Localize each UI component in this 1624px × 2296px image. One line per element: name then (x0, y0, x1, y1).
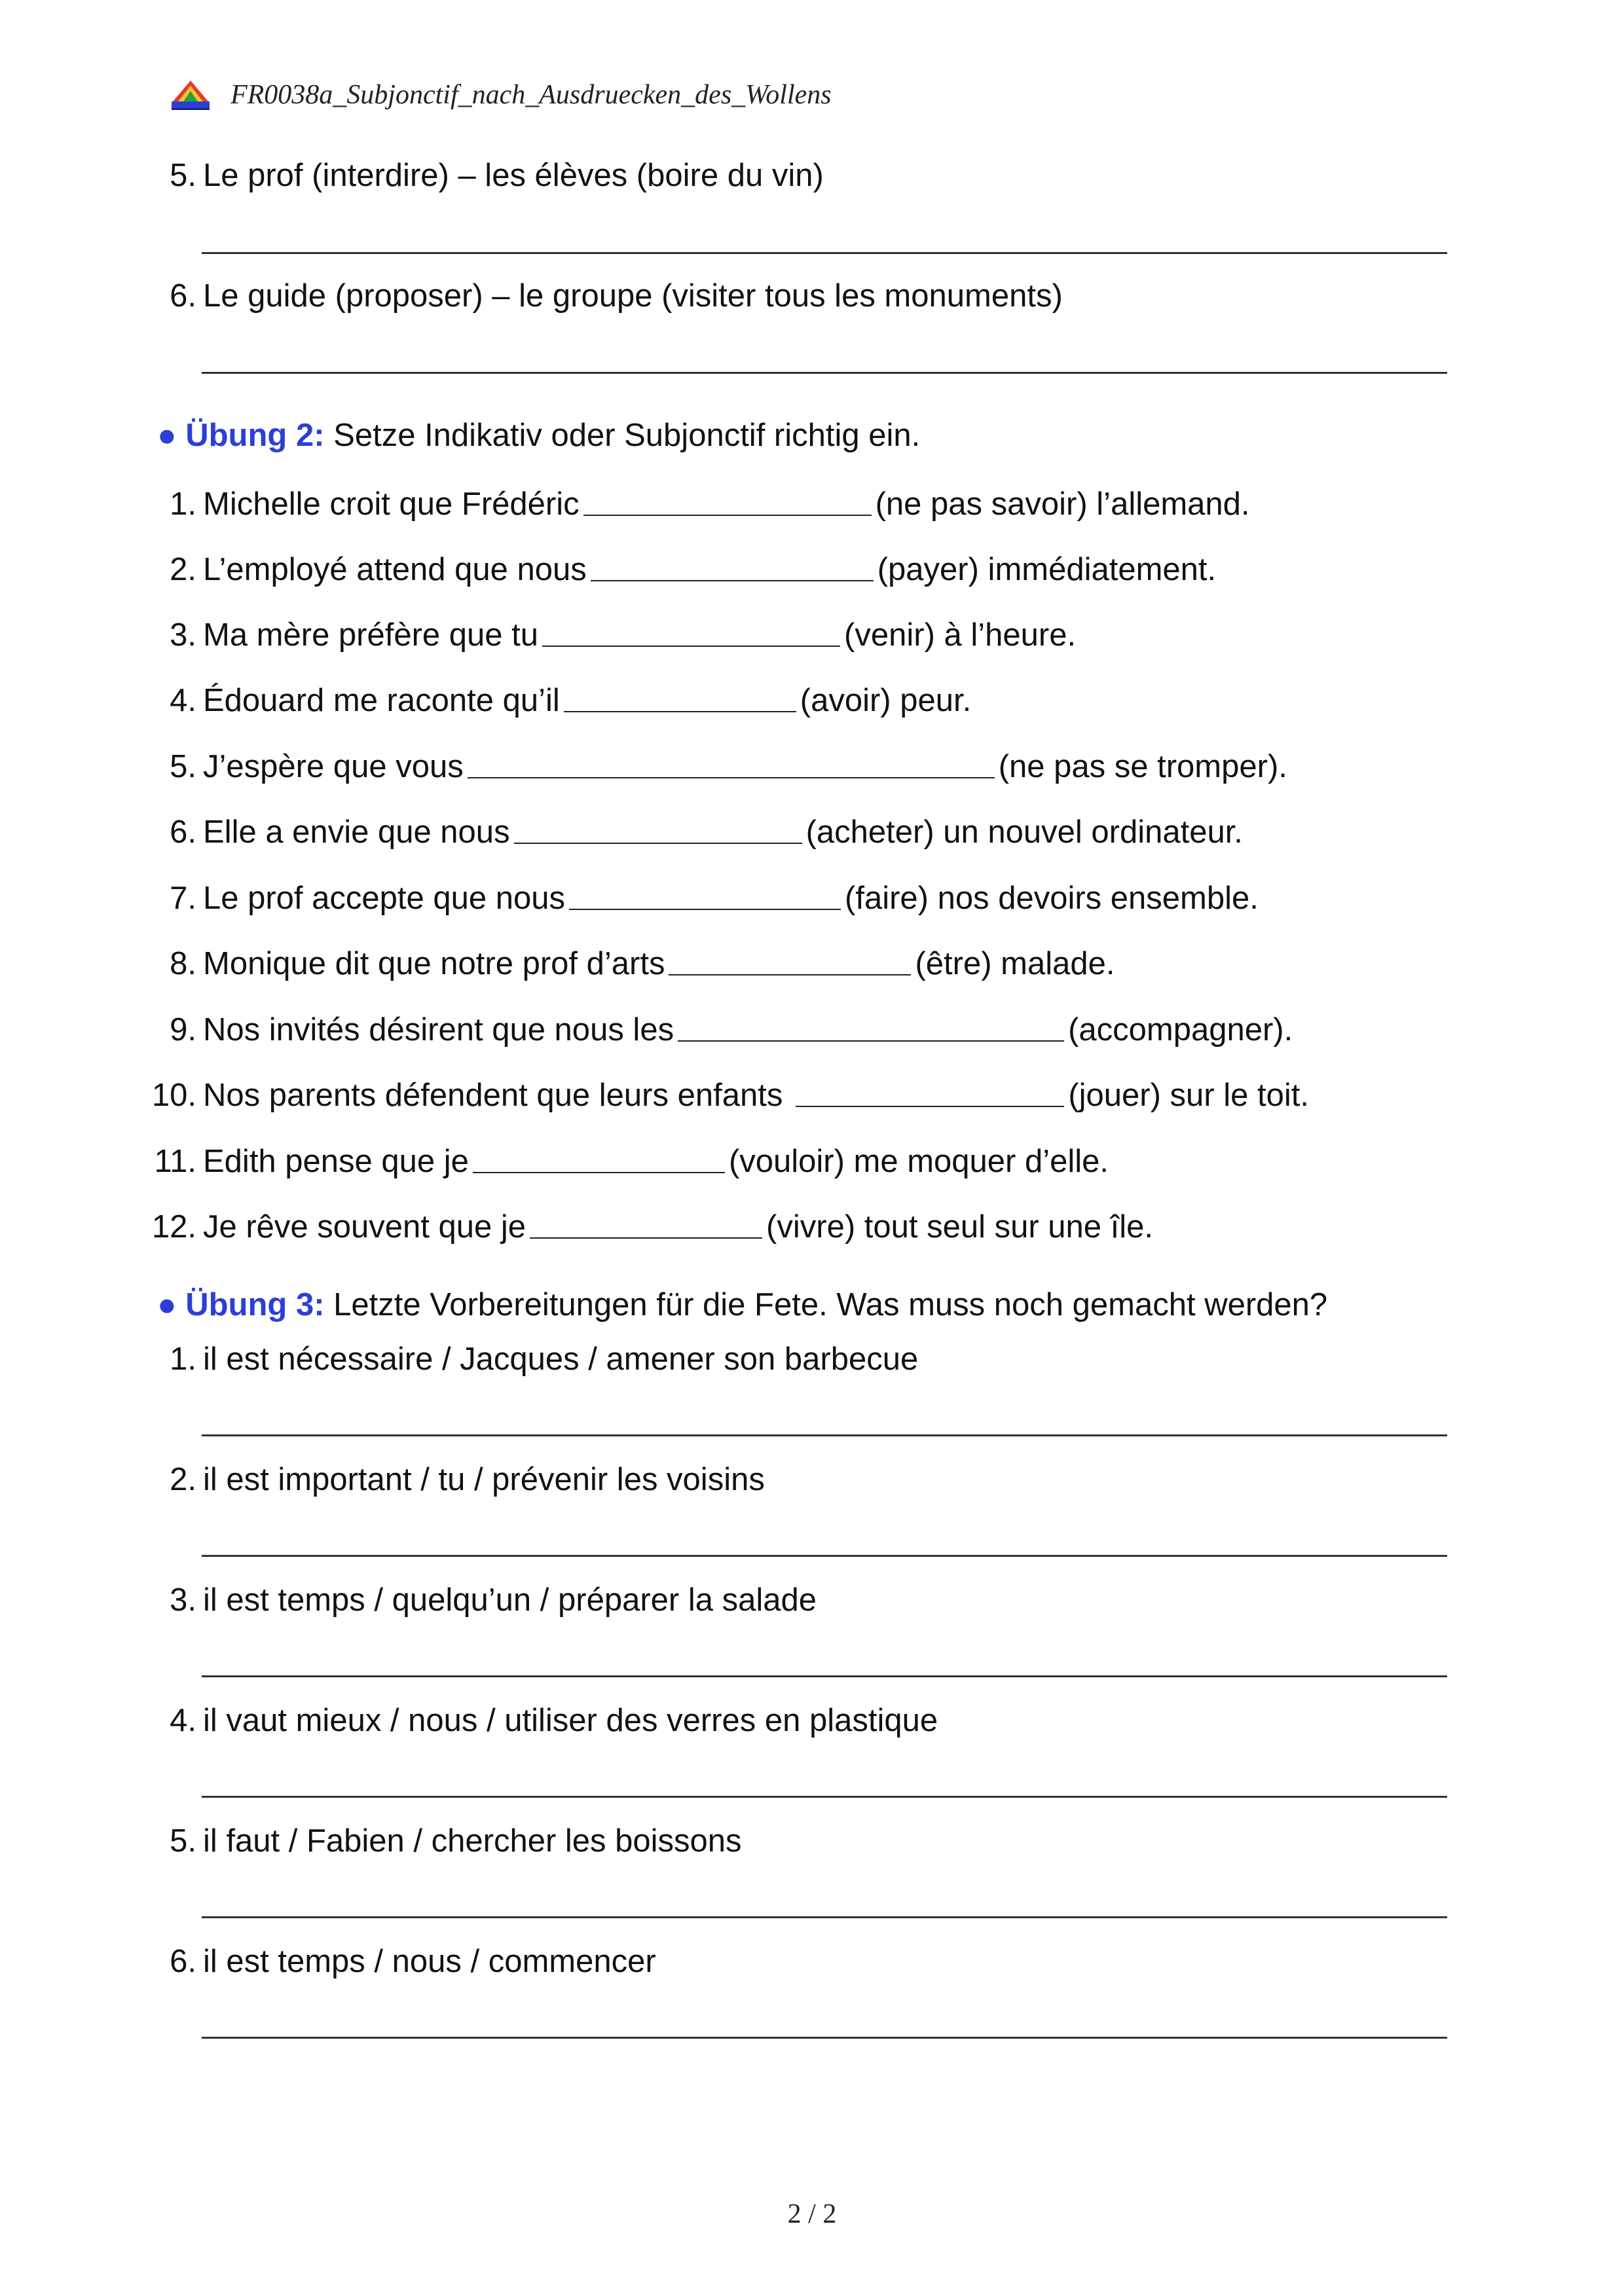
item-number: 2. (170, 1462, 196, 1497)
answer-blank[interactable] (530, 1237, 762, 1239)
answer-blank[interactable] (468, 777, 995, 778)
item-number: 3. (170, 617, 196, 653)
item-text: il est temps / quelqu’un / préparer la salade (203, 1582, 817, 1618)
answer-blank[interactable] (591, 580, 874, 581)
answer-line[interactable] (202, 1434, 1447, 1436)
item-text-after: (être) malade. (915, 946, 1115, 981)
page-number: 2 / 2 (787, 2199, 837, 2229)
logo-icon (169, 79, 212, 111)
item-number: 6. (170, 278, 196, 314)
item-text: il vaut mieux / nous / utiliser des verres en plastique (203, 1703, 938, 1738)
item-number: 5. (170, 1823, 196, 1859)
item-text-after: (vivre) tout seul sur une île. (766, 1209, 1154, 1245)
item-text-after: (faire) nos devoirs ensemble. (845, 881, 1259, 916)
item-text: il est important / tu / prévenir les voisins (203, 1462, 765, 1497)
answer-blank[interactable] (583, 515, 872, 516)
item-text-after: (payer) immédiatement. (877, 552, 1217, 587)
item-text: il faut / Fabien / chercher les boissons (203, 1823, 742, 1859)
document-filename: FR0038a_Subjonctif_nach_Ausdruecken_des_Wollens (231, 80, 832, 110)
answer-blank[interactable] (542, 646, 840, 647)
item-number: 5. (170, 749, 196, 784)
item-text-before: Je rêve souvent que je (203, 1209, 526, 1245)
exercise-title: Übung 2: (185, 418, 325, 453)
item-text-after: (ne pas savoir) l’allemand. (875, 486, 1250, 522)
answer-blank[interactable] (514, 843, 802, 844)
item-number: 11. (154, 1144, 196, 1179)
answer-blank[interactable] (473, 1172, 725, 1173)
item-text-before: Nos parents défendent que leurs enfants (203, 1078, 783, 1113)
answer-blank[interactable] (569, 909, 841, 910)
item-number: 4. (170, 1703, 196, 1738)
answer-line[interactable] (202, 1555, 1447, 1557)
item-number: 5. (170, 158, 196, 193)
item-number: 2. (170, 552, 196, 587)
item-number: 1. (170, 486, 196, 522)
item-number: 12. (151, 1209, 196, 1245)
item-text-before: Nos invités désirent que nous les (203, 1012, 674, 1048)
item-text-before: Monique dit que notre prof d’arts (203, 946, 665, 981)
answer-blank[interactable] (678, 1040, 1064, 1042)
item-text-after: (vouloir) me moquer d’elle. (728, 1144, 1109, 1179)
item-text-before: Edith pense que je (203, 1144, 469, 1179)
bullet-icon: ● (157, 418, 177, 453)
item-number: 6. (170, 814, 196, 850)
item-text-after: (jouer) sur le toit. (1068, 1078, 1309, 1113)
item-number: 3. (170, 1582, 196, 1618)
item-number: 9. (170, 1012, 196, 1048)
item-text-before: J’espère que vous (203, 749, 464, 784)
item-text-before: Michelle croit que Frédéric (203, 486, 580, 522)
answer-line[interactable] (202, 1675, 1447, 1677)
answer-blank[interactable] (564, 711, 796, 712)
item-text: Le guide (proposer) – le groupe (visiter tous les monuments) (203, 278, 1063, 314)
item-number: 1. (170, 1341, 196, 1377)
item-number: 7. (170, 881, 196, 916)
item-text-before: Édouard me raconte qu’il (203, 683, 560, 718)
exercise-instruction: Setze Indikativ oder Subjonctif richtig ein. (333, 418, 921, 453)
item-text-after: (ne pas se tromper). (998, 749, 1287, 784)
item-text-before: L’employé attend que nous (203, 552, 587, 587)
item-text: Le prof (interdire) – les élèves (boire du vin) (203, 158, 824, 193)
answer-blank[interactable] (796, 1106, 1064, 1107)
item-number: 4. (170, 683, 196, 718)
item-text-after: (acheter) un nouvel ordinateur. (805, 814, 1243, 850)
item-text-before: Elle a envie que nous (203, 814, 510, 850)
answer-line[interactable] (202, 1796, 1447, 1798)
item-text-after: (venir) à l’heure. (844, 617, 1077, 653)
item-text-before: Ma mère préfère que tu (203, 617, 539, 653)
item-text-before: Le prof accepte que nous (203, 881, 566, 916)
item-text: il est nécessaire / Jacques / amener son barbecue (203, 1341, 919, 1377)
bullet-icon: ● (157, 1287, 177, 1322)
item-text-after: (accompagner). (1068, 1012, 1293, 1048)
answer-line[interactable] (202, 1916, 1447, 1918)
answer-line[interactable] (202, 2037, 1447, 2039)
item-number: 6. (170, 1944, 196, 1979)
item-text: il est temps / nous / commencer (203, 1944, 656, 1979)
answer-line[interactable] (202, 252, 1447, 254)
item-number: 10. (151, 1078, 196, 1113)
item-number: 8. (170, 946, 196, 981)
exercise-title: Übung 3: (185, 1287, 325, 1322)
exercise-instruction: Letzte Vorbereitungen für die Fete. Was muss noch gemacht werden? (333, 1287, 1328, 1322)
answer-line[interactable] (202, 372, 1447, 374)
item-text-after: (avoir) peur. (800, 683, 972, 718)
answer-blank[interactable] (669, 974, 911, 975)
document-header (169, 75, 832, 115)
